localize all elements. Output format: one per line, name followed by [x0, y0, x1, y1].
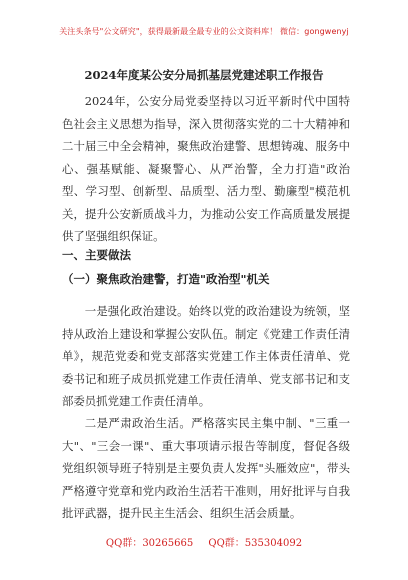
document-title: 2024年度某公安分局抓基层党建述职工作报告 [84, 68, 324, 82]
footer-contact [0, 534, 408, 549]
promo-banner: 关注头条号"公文研究"，获得最新最全最专业的公文资料库！ 微信：gongwenyj [59, 27, 349, 36]
paragraph-political-life: 二是严肃政治生活。严格落实民主集中制、"三重一大"、"三会一课"、重大事项请示报告等制度，督促各级党组织领导班子特别是主要负责人发挥"头雁效应"，带头严格遵守党章和党内政治生活若干准则，用好批评与自我批评武器，提升民主生活会、组织生活会质量。 [62, 416, 350, 520]
footer-qq-group-2: QQ群：535304092 [208, 538, 303, 549]
subsection-heading: （一）聚焦政治建警，打造"政治型"机关 [62, 272, 270, 286]
section-heading: 一、主要做法 [62, 248, 131, 262]
intro-paragraph: 2024年，公安分局党委坚持以习近平新时代中国特色社会主义思想为指导，深入贯彻落实党的二十大精神和二十届三中全会精神，聚焦政治建警、思想铸魂、服务中心、强基赋能、凝聚警心、从严治警，全力打造"政治型、学习型、创新型、品质型、活力型、勤廉型"模范机关，提升公安新质战斗力，为推动公安工作高质量发展提供了坚强组织保证。 [62, 94, 350, 243]
paragraph-political-construction: 一是强化政治建设。始终以党的政治建设为统领，坚持从政治上建设和掌握公安队伍。制定《党建工作责任清单》，规范党委和党支部落实党建工作主体责任清单、党委书记和班子成员抓党建工作责任清单、党支部书记和支部委员抓党建工作责任清单。 [62, 304, 350, 408]
footer-qq-group-1: QQ群：30265665 [105, 538, 194, 549]
